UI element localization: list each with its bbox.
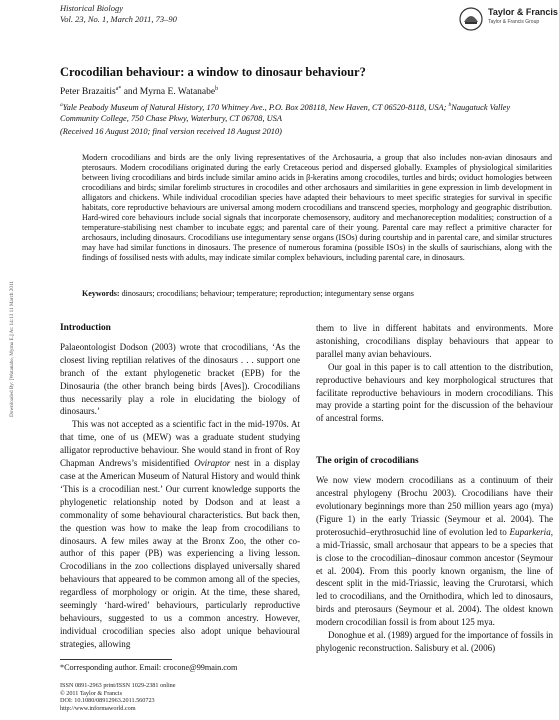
keywords-label: Keywords: [82,289,120,298]
copyright: © 2011 Taylor & Francis [60,689,123,697]
author-2-marker: b [215,86,219,92]
italic-term: Oviraptor [194,458,231,469]
left-column [60,322,300,651]
article-authors [60,86,218,97]
affiliation-a-marker: a [60,102,63,108]
paragraph: Our goal in this paper is to call attention to the distribution, reproductive behaviours and key morphological structures that facilitate reproductive behaviours in modern crocodilians. This may provide a starting point for the discussion of the behaviour of ancestral forms. [316,361,553,424]
download-stamp [6,250,18,450]
publisher-name: Taylor & Francis [488,7,558,17]
affiliation-b: Naugatuck Valley Community College, 750 Chase Pkwy, Waterbury, CT 06708, USA [60,102,511,123]
affiliation-a: Yale Peabody Museum of Natural History, 170 Whitney Ave., P.O. Box 208118, New Haven, CT 06520-8118, USA; [62,102,449,112]
author-1-marker: a* [115,86,122,92]
author-2: and Myrna E. Watanabe [121,87,216,98]
publisher-url[interactable]: http://www.informaworld.com [60,705,136,713]
article-title: Crocodilian behaviour: a window to dinosaur behaviour? [60,65,366,79]
text-run: nest in a display case at the American Museum of Natural History and would think ‘This is a crocodilian nest.’ Our current knowledge supports the phylogenetic relationship noted by Dodson and at least a commonality of some behavioural characteristics. But back then, the question was how to make the leap from crocodilians to dinosaurs. A few miles away at the Bronx Zoo, the other co-author of this paper (PB) was experiencing a living lesson. Crocodilians in the zoo collections displayed universally shared behaviours that appeared to be common among all of the species, regardless of morphology or origin. At the time, these shared, seemingly ‘hard-wired’ behaviours, particularly reproductive behaviours, suggested to us a common ancestry. However, individual crocodilian species also adopt unique behavioural strategies, allowing [60,458,300,649]
corresponding-author-note: *Corresponding author. Email: crocone@99main.com [60,663,238,672]
right-column [316,322,553,655]
italic-term: Euparkeria [509,526,551,537]
paragraph [60,418,300,650]
issn: ISSN 0891-2963 print/ISSN 1029-2381 online [60,682,176,689]
section-heading-origin: The origin of crocodilians [316,456,419,467]
text-run: , a mid-Triassic, small archosaur that appears to be a species that is close to the crocodilian–dinosaur common ancestor (Seymour et al. 2004). From this poorly known organism, the line of descent split in the mid-Triassic, leaving the Crurotarsi, which led to crocodilians, and the Ornithodira, which led to dinosaurs, birds and pterosaurs (Seymour et al. 2004). The oldest known modern crocodilian fossil is from about 125 mya. [316,526,553,628]
journal-volume: Vol. 23, No. 1, March 2011, 73–90 [60,13,177,24]
keywords [82,289,552,298]
doi: DOI: 10.1080/08912963.2011.560723 [60,697,155,705]
journal-name: Historical Biology [60,3,124,13]
text-run: We now view modern crocodilians as a continuum of their ancestral phylogeny (Brochu 2003). Crocodilians have their evolutionary beginnings more than 250 million years ago (mya) (Figure 1) in the early Triassic (Seymour et al. 2004). The proterosuchid–erythrosuchid line of evolution led to [316,475,553,537]
received-dates: (Received 16 August 2010; final version received 18 August 2010) [60,127,282,136]
paragraph: Palaeontologist Dodson (2003) wrote that crocodilians, ‘As the closest living reptilian relatives of the dinosaurs . . . support one branch of the extant phylogenetic bracket (EPB) for the Dinosauria (the other branch being birds [Aves]). Crocodilians thus necessarily play a role in elucidating the biology of dinosaurs.’ [60,341,300,417]
author-1: Peter Brazaitis [60,87,116,98]
section-heading-introduction: Introduction [60,323,111,333]
abstract: Modern crocodilians and birds are the only living representatives of the Archosauria, a group that also includes non-avian dinosaurs and pterosaurs. Modern crocodilians originated during the early Cretaceous period and dispersed globally. Examples of physiological similarities between living crocodilians and birds include similar amino acids in β-keratins among crocodiles, turtles and birds; oviduct homologies between crocodilians and birds; similar forelimb structures in crocodiles and other archosaurs and similarities in gene expression in limb development in alligators and chickens. While individual crocodilian species have adapted their behaviours to meet specific strategies for survival in specific habitats, core reproductive behaviours are universal among modern crocodilians and transcend species, morphology and geographic distribution. Hard-wired core behaviours include social signals that incorporate chemosensory, auditory and mechanoreception modalities; construction of a temperature-stabilising nest chamber to incubate eggs; and parental care of their young. Parental care may reflect a primitive character for archosaurs, including dinosaurs. Crocodilians use integumentary sense organs (ISOs) during courtship and in parental care, and similar structures may have had similar functions in dinosaurs. The presence of numerous foramina (possible ISOs) in the skulls of saurischians, along with the findings of fossilised nests with adults, may indicate similar complex behaviours, including parental care, in dinosaurs. [82,153,552,262]
footnote-divider [60,659,172,660]
download-note: Downloaded By: [Watanabe, Myrna E.] At: 14:13 11 March 2011 [9,281,15,417]
publisher-logo [458,6,558,32]
publisher-group: Taylor & Francis Group [488,19,540,25]
affiliations [60,100,550,124]
publisher-emblem-icon [458,6,484,32]
journal-header [60,3,177,24]
affiliation-b-marker: b [448,102,452,108]
paragraph: Donoghue et al. (1989) argued for the importance of fossils in phylogenic reconstruction. Salisbury et al. (2006) [316,630,553,653]
paragraph: them to live in different habitats and environments. More astonishing, crocodilians display behaviours that appear to parallel many avian behaviours. [316,323,553,359]
paragraph [316,474,553,629]
text-run: This was not accepted as a scientific fact in the mid-1970s. At that time, one of us (MEW) was a graduate student studying alligator reproductive behaviour. She would stand in front of Roy Chapman Andrews’s misidentified [60,419,300,469]
keywords-list: dinosaurs; crocodilians; behaviour; temperature; reproduction; integumentary sense organs [119,289,414,298]
publication-meta [60,682,176,713]
